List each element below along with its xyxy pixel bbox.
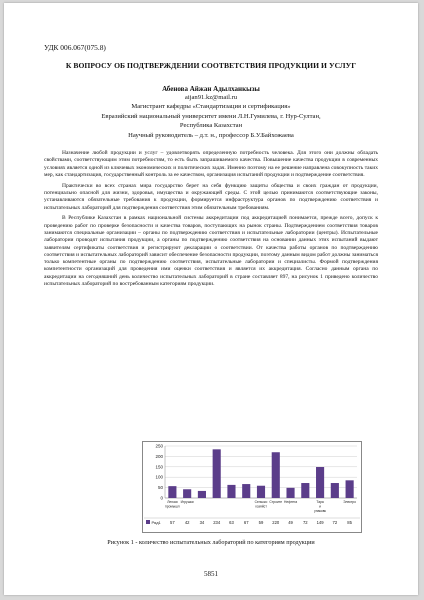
y-tick-label: 200 [155,453,163,459]
bar-chart [142,441,362,533]
table-value: 234 [213,520,221,525]
bar [301,483,309,498]
table-value: 67 [243,520,249,525]
category-label: Сельско [254,500,268,504]
author-country: Республика Казахстан [179,122,243,129]
document-page [4,3,418,595]
author-email[interactable]: aijan91.kz@mail.ru [184,94,238,101]
paragraph-1: Назначение любой продукции и услуг – удовлетворять определенную потребность человека. Для этого они должны обладать свойствами, соответствующим этим потребностям, то есть быть запрашиваемого качества. Повышение качества продукции в современных условиях является одной из ключевых экономических и политических задач. Именно поэтому на ее решение направлена совокупность таких мер, как стандартизация, государственный контроль за ее качеством, организация испытаний продукции и подтверждение соответствия. [44,150,378,178]
bar [227,485,235,498]
author-position: Магистрант кафедры «Стандартизация и сертификация» [131,103,291,110]
table-value: 220 [272,520,280,525]
table-value: 59 [258,520,264,525]
article-body [44,150,378,292]
y-tick-label: 250 [155,443,163,449]
bar [183,489,191,498]
bar [257,486,265,498]
y-tick-label: 50 [157,485,163,491]
paragraph-3: В Республике Казахстан в рамках национальной системы аккредитации под аккредитацией понимается, прежде всего, допуск к проведению работ по проверке безопасности и качества товаров, поступающих на рынок страны. Подтверждением соответствия товаров занимаются специальные организации – органы по подтверждению соответствия и испытательные лаборатории (центры). Испытательные лаборатории проводят испытания продукции, а органы по подтверждению соответствия на основании данных этих испытаний выдают заявителям сертификаты соответствия и регистрируют декларации о соответствии. От качества работы органов по подтверждению соответствия и испытательных лабораторий зависит обеспечение безопасности продукции, поэтому данным видом работ должны заниматься только компетентные органы по подтверждению соответствия, испытательные лаборатории и специалисты. Формой подтверждения компетентности организаций для проведения ими оценки соответствия и является их аккредитация. Согласно данным органа по аккредитации на сегодняшний день количество испытательных лабораторий в стране составляет 897, на рисунок 1 приведено количество испытательных лабораторий по востребованным категориям продукции. [44,215,378,288]
paper-title: К ВОПРОСУ ОБ ПОДТВЕРЖДЕНИИ СООТВЕТСТВИЯ ПРОДУКЦИИ И УСЛУГ [65,61,357,70]
paragraph-2: Практически во всех странах мира государство берет на себя функцию защиты общества и своих граждан от продукции, потенциально опасной для жизни, здоровья, имущества и окружающей среды. С этой целью принимаются соответствующие законы, устанавливаются обязательные требования к продукции, формируется инфраструктура органов по подтверждению соответствия и испытательных лабораторий для подтверждения соответствия этим обязательным требованиям. [44,182,378,211]
table-value: 149 [316,520,324,525]
table-value: 57 [170,520,175,525]
legend-swatch [146,520,150,524]
table-value: 72 [302,520,308,525]
legend-label: Ряд1 [151,520,161,525]
table-value: 72 [332,520,338,525]
category-label: и [319,504,321,509]
category-label: Нефтега [283,500,298,504]
table-value: 49 [288,520,293,525]
table-value: 42 [184,520,190,525]
category-label: Игрушки [180,500,194,504]
y-tick-label: 150 [155,464,163,470]
page-number: 5851 [204,570,218,578]
bar [286,488,294,498]
table-value: 63 [229,520,234,525]
category-label: хозяйст [255,504,267,509]
bar [168,486,176,498]
bar [346,480,354,498]
table-value: 34 [199,520,205,525]
author-university: Евразийский национальный университет имени Л.Н.Гумилева, г. Нур-Султан, [101,113,321,120]
y-tick-label: 100 [155,474,163,480]
author-name: Абенова Айжан Адылханкызы [162,85,260,93]
udk-code: УДК 006.067(075.8) [44,43,106,52]
y-tick-label: 0 [160,495,163,501]
bar [331,483,339,498]
category-label: Строите [269,500,283,504]
supervisor: Научный руководитель – д.т. н., профессор Б.У.Байхожаева [128,132,294,139]
category-label: Электро [343,500,356,504]
bar-chart-svg [143,442,361,532]
figure-caption: Рисунок 1 - количество испытательных лабораторий по категориям продукции [107,539,315,546]
table-value: 85 [347,520,352,525]
bar [242,484,250,498]
bar [198,491,206,498]
category-label: Тара [316,500,324,504]
category-label: Легкая [167,500,178,504]
category-label: промышл [165,504,180,509]
category-label: упаковк [314,509,326,513]
bar [316,467,324,498]
bar [213,449,221,498]
bar [272,452,280,498]
